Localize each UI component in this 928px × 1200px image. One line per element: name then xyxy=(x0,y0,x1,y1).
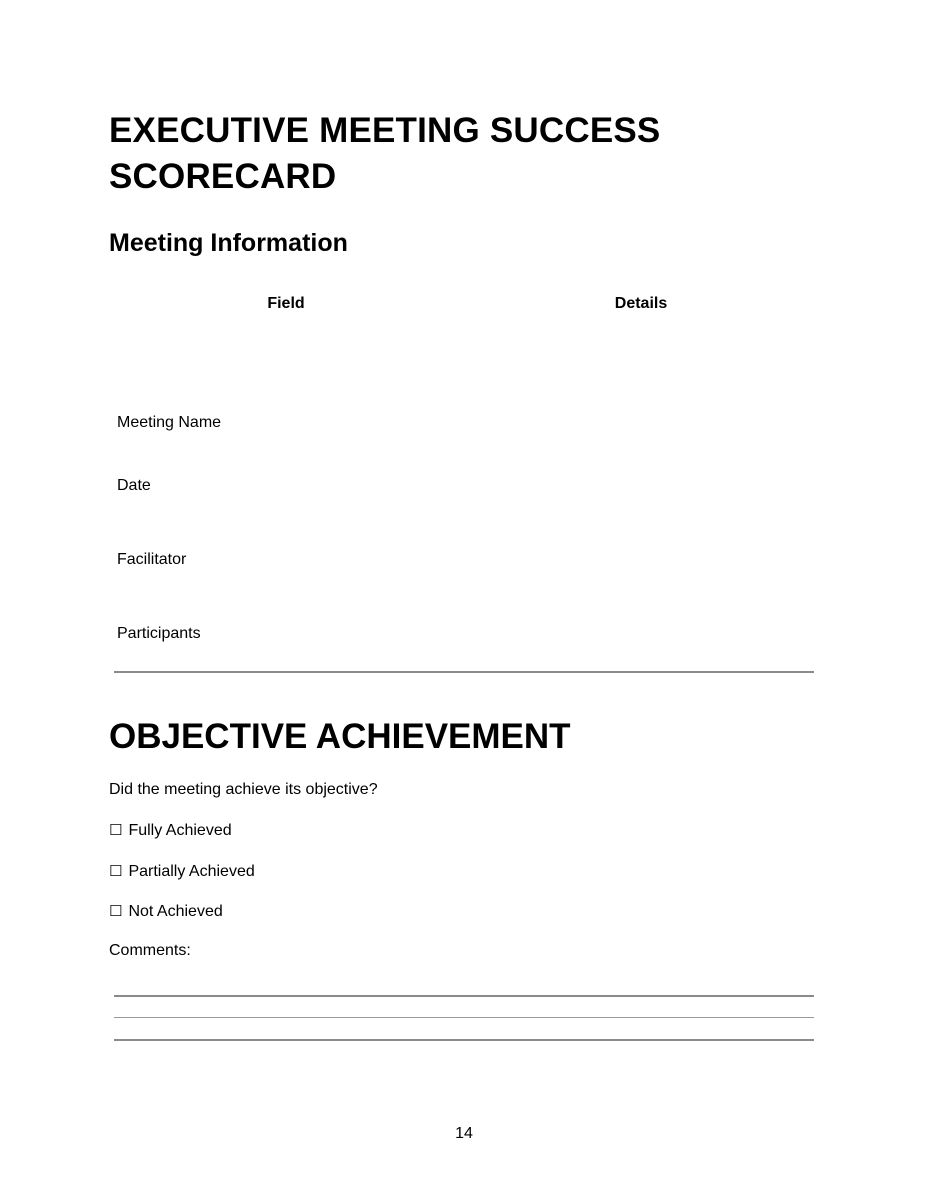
details-cell-facilitator[interactable] xyxy=(463,523,819,597)
column-header-field: Field xyxy=(267,295,305,312)
checkbox-icon[interactable]: ☐ xyxy=(109,862,123,880)
option-fully-achieved[interactable] xyxy=(109,820,232,841)
checkbox-icon[interactable]: ☐ xyxy=(109,821,123,839)
page-number: 14 xyxy=(455,1125,473,1142)
table-row xyxy=(109,523,819,597)
table-header-row xyxy=(109,284,819,324)
option-label: Partially Achieved xyxy=(128,863,255,880)
option-not-achieved[interactable] xyxy=(109,901,223,922)
field-label-meeting-name: Meeting Name xyxy=(117,414,222,431)
checkbox-icon[interactable]: ☐ xyxy=(109,902,123,920)
comment-line[interactable] xyxy=(114,1039,814,1041)
details-cell-date[interactable] xyxy=(463,449,819,523)
meeting-information-heading: Meeting Information xyxy=(109,229,348,257)
section-divider xyxy=(114,671,814,673)
field-label-date: Date xyxy=(117,477,151,494)
option-label: Fully Achieved xyxy=(128,822,232,839)
details-cell-participants[interactable] xyxy=(463,597,819,671)
meeting-information-table xyxy=(109,284,819,671)
objective-question: Did the meeting achieve its objective? xyxy=(109,781,378,798)
table-row xyxy=(109,324,819,449)
comment-line[interactable] xyxy=(114,995,814,997)
table-row xyxy=(109,597,819,671)
option-partially-achieved[interactable] xyxy=(109,861,255,882)
details-cell-meeting-name[interactable] xyxy=(463,324,819,449)
comment-line[interactable] xyxy=(114,1017,814,1018)
objective-achievement-heading: OBJECTIVE ACHIEVEMENT xyxy=(109,717,571,756)
column-header-details: Details xyxy=(614,295,668,312)
field-label-participants: Participants xyxy=(117,625,201,642)
option-label: Not Achieved xyxy=(128,903,223,920)
table-row xyxy=(109,449,819,523)
field-label-facilitator: Facilitator xyxy=(117,551,187,568)
comments-label: Comments: xyxy=(109,942,191,959)
document-title: EXECUTIVE MEETING SUCCESS SCORECARD xyxy=(109,111,661,196)
